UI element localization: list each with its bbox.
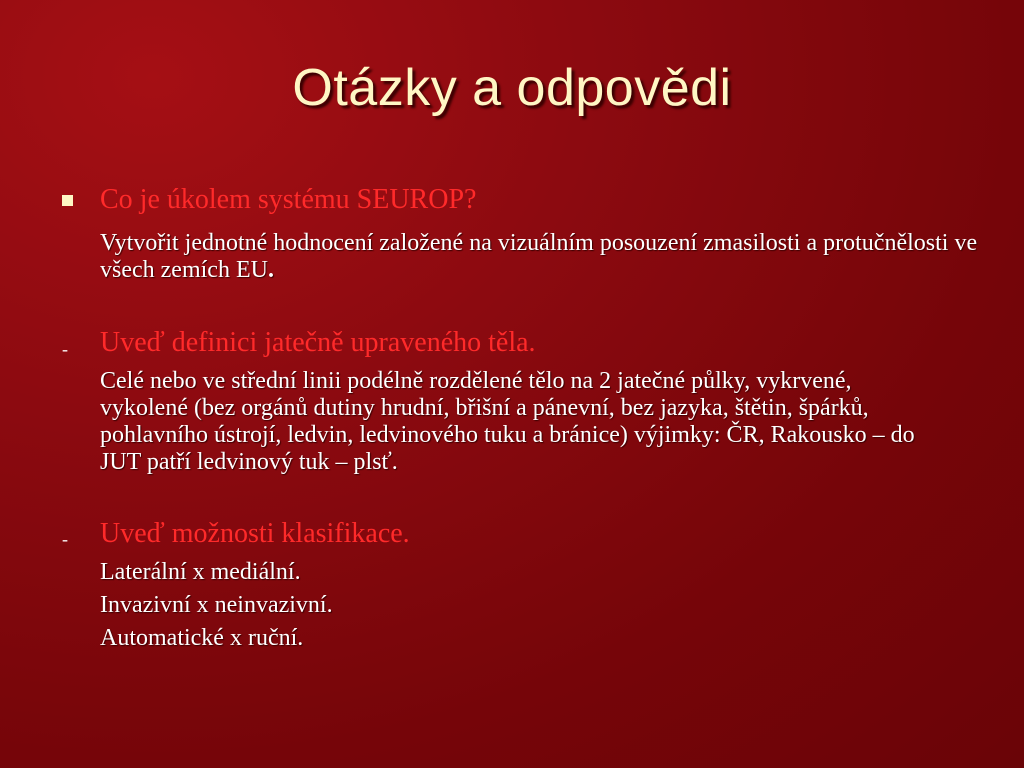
answer-3-line-3: Automatické x ruční. [100, 625, 304, 651]
answer-2: Celé nebo ve střední linii podélně rozdělené tělo na 2 jatečné půlky, vykrvené, vykolené (bez orgánů dutiny hrudní, břišní a pánevní, bez jazyka, štětin, špárků, pohlavního ústrojí, ledvin, ledvinového tuku a bránice) výjimky: ČR, Rakousko – do JUT patří ledvinový tuk – plsť. [100, 368, 915, 475]
slide-title: Otázky a odpovědi [292, 59, 732, 117]
question-2: Uveď definici jatečně upraveného těla. [100, 327, 536, 358]
answer-1-text: Vytvořit jednotné hodnocení založené na vizuálním posouzení zmasilosti a protučnělosti ve všech zemích EU [100, 230, 978, 283]
question-3: Uveď možnosti klasifikace. [100, 518, 410, 549]
dash-bullet-icon: - [62, 339, 68, 359]
answer-3-line-1: Laterální x mediální. [100, 559, 301, 585]
question-1: Co je úkolem systému SEUROP? [100, 184, 477, 215]
dash-bullet-icon: - [62, 529, 68, 549]
square-bullet-icon [62, 195, 73, 206]
answer-3-line-2: Invazivní x neinvazivní. [100, 592, 333, 618]
answer-1-end: . [267, 257, 274, 283]
answer-1 [100, 230, 980, 284]
